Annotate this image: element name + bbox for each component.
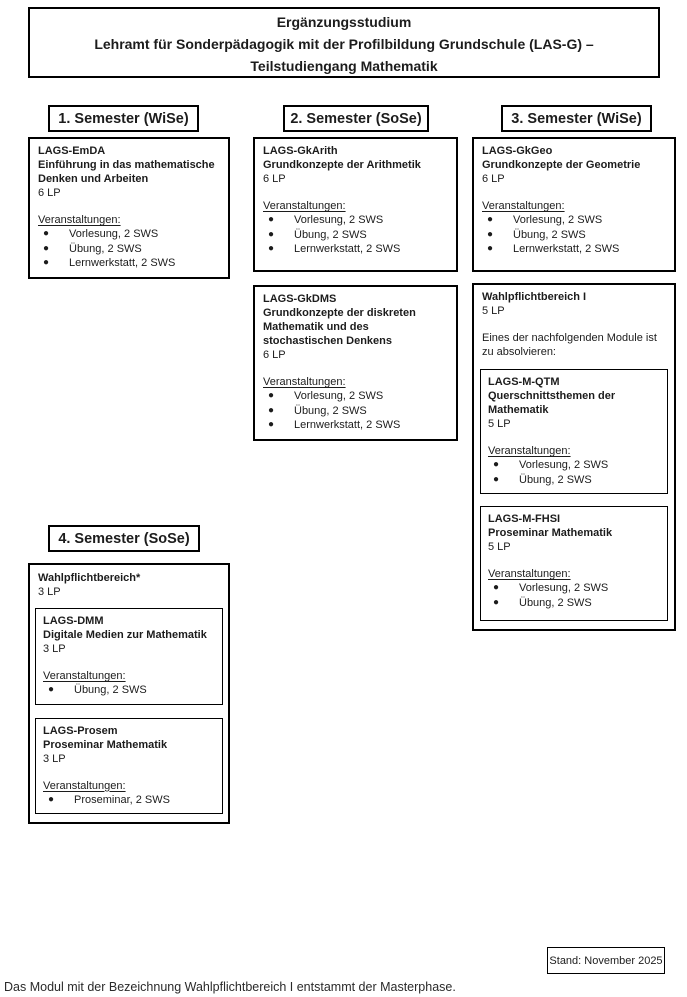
events-heading: Veranstaltungen: (43, 779, 126, 792)
bullet-icon: ● (43, 257, 50, 268)
event-item (263, 242, 448, 257)
wahlpflicht-title: Wahlpflichtbereich I (482, 291, 587, 303)
event-item-label: Übung, 2 SWS (519, 473, 592, 486)
event-item-label: Übung, 2 SWS (294, 404, 367, 417)
module-code: LAGS-EmDA (38, 145, 106, 157)
event-item (263, 213, 448, 228)
events-heading: Veranstaltungen: (482, 200, 565, 212)
event-item (482, 213, 666, 228)
module-title: Proseminar Mathematik (488, 527, 613, 539)
spacer (480, 359, 668, 369)
module-code: LAGS-M-FHSI (488, 513, 561, 525)
module-lp: 3 LP (43, 643, 66, 655)
semester-3-header (501, 105, 652, 132)
module-code: LAGS-Prosem (43, 724, 118, 737)
event-item (263, 404, 448, 419)
bullet-icon: ● (487, 214, 494, 225)
wahlpflichtbereich-4-box (28, 563, 230, 824)
semester-1-label: 1. Semester (WiSe) (58, 110, 189, 127)
module-lags-m-fhsi (480, 506, 668, 621)
module-title: Proseminar Mathematik (43, 738, 168, 751)
event-item-label: Übung, 2 SWS (294, 228, 367, 241)
title-line-2: Lehramt für Sonderpädagogik mit der Profilbildung Grundschule (LAS-G) – (94, 36, 594, 52)
module-lp: 6 LP (482, 173, 505, 185)
event-item (263, 418, 448, 433)
bullet-icon: ● (268, 419, 275, 430)
events-list (43, 793, 215, 808)
module-code: LAGS-GkArith (263, 145, 338, 157)
bullet-icon: ● (268, 214, 275, 225)
module-lp: 6 LP (263, 349, 286, 361)
event-item-label: Vorlesung, 2 SWS (513, 214, 603, 226)
event-item (488, 458, 660, 473)
title-box (28, 7, 660, 78)
semester-2-label: 2. Semester (SoSe) (290, 110, 422, 127)
event-item (488, 596, 660, 611)
event-item-label: Lernwerkstatt, 2 SWS (294, 243, 401, 255)
events-list (482, 213, 666, 257)
bullet-icon: ● (493, 473, 500, 485)
event-item-label: Vorlesung, 2 SWS (69, 228, 159, 240)
module-lags-prosem (35, 718, 223, 815)
events-heading: Veranstaltungen: (263, 376, 346, 388)
event-item-label: Lernwerkstatt, 2 SWS (513, 243, 620, 255)
event-item (488, 473, 660, 488)
event-item-label: Vorlesung, 2 SWS (519, 582, 609, 594)
event-item-label: Vorlesung, 2 SWS (294, 390, 384, 402)
event-item (482, 242, 666, 257)
module-lags-gkdms (253, 285, 458, 441)
module-lp: 6 LP (38, 187, 61, 199)
events-list (263, 213, 448, 257)
spacer (43, 656, 215, 669)
module-lags-m-qtm (480, 369, 668, 494)
module-lp: 6 LP (263, 173, 286, 185)
wahlpflichtbereich-1-box (472, 283, 676, 631)
module-code: LAGS-M-QTM (488, 376, 560, 388)
module-lags-gkarith (253, 137, 458, 272)
semester-3-label: 3. Semester (WiSe) (511, 110, 642, 127)
module-code: LAGS-GkDMS (263, 293, 337, 305)
event-item (482, 228, 666, 243)
events-heading: Veranstaltungen: (488, 445, 571, 457)
event-item (263, 228, 448, 243)
bullet-icon: ● (48, 793, 55, 805)
module-title: Grundkonzepte der diskreten Mathematik und des stochastischen Denkens (263, 307, 416, 347)
spacer (488, 431, 660, 444)
bullet-icon: ● (268, 243, 275, 254)
event-item-label: Vorlesung, 2 SWS (519, 459, 609, 471)
events-list (38, 227, 220, 271)
spacer (263, 186, 448, 199)
spacer (35, 599, 223, 608)
module-code: LAGS-GkGeo (482, 145, 553, 157)
wahlpflicht-lp: 5 LP (482, 305, 505, 317)
events-list (488, 581, 660, 610)
stand-box (547, 947, 665, 974)
event-item (263, 389, 448, 404)
spacer (263, 362, 448, 375)
footnote: Das Modul mit der Bezeichnung Wahlpflichtbereich I entstammt der Masterphase. (4, 980, 456, 994)
events-heading: Veranstaltungen: (43, 670, 126, 682)
title-line-1: Ergänzungsstudium (276, 14, 412, 30)
module-title: Digitale Medien zur Mathematik (43, 629, 207, 641)
event-item (38, 242, 220, 257)
events-list (263, 389, 448, 433)
semester-4-label: 4. Semester (SoSe) (58, 530, 190, 547)
stand-label: Stand: November 2025 (549, 954, 663, 967)
module-title: Grundkonzepte der Arithmetik (263, 159, 421, 171)
event-item-label: Proseminar, 2 SWS (74, 793, 170, 806)
module-lags-emda (28, 137, 230, 279)
event-item (38, 256, 220, 271)
bullet-icon: ● (268, 404, 275, 416)
bullet-icon: ● (43, 242, 50, 254)
module-lp: 5 LP (488, 418, 511, 430)
bullet-icon: ● (487, 228, 494, 240)
module-title: Grundkonzepte der Geometrie (482, 159, 641, 171)
event-item-label: Lernwerkstatt, 2 SWS (69, 257, 176, 269)
bullet-icon: ● (268, 228, 275, 240)
event-item (43, 683, 215, 698)
module-lp: 3 LP (43, 752, 66, 765)
event-item-label: Übung, 2 SWS (519, 596, 592, 609)
wahlpflicht-title: Wahlpflichtbereich* (38, 572, 141, 584)
event-item-label: Übung, 2 SWS (69, 242, 142, 255)
wahlpflicht-lp: 3 LP (38, 586, 61, 598)
spacer (43, 766, 215, 779)
module-code: LAGS-DMM (43, 615, 104, 627)
bullet-icon: ● (43, 228, 50, 239)
events-list (488, 458, 660, 487)
event-item-label: Übung, 2 SWS (74, 684, 147, 696)
bullet-icon: ● (487, 243, 494, 254)
event-item-label: Vorlesung, 2 SWS (294, 214, 384, 226)
module-title: Querschnittsthemen der Mathematik (488, 390, 616, 416)
bullet-icon: ● (48, 684, 55, 695)
events-heading: Veranstaltungen: (38, 214, 121, 226)
event-item-label: Übung, 2 SWS (513, 228, 586, 241)
event-item (488, 581, 660, 596)
spacer (38, 200, 220, 213)
bullet-icon: ● (493, 459, 500, 470)
bullet-icon: ● (493, 582, 500, 593)
spacer (482, 186, 666, 199)
events-heading: Veranstaltungen: (263, 200, 346, 212)
module-lags-dmm (35, 608, 223, 705)
events-list (43, 683, 215, 698)
spacer (480, 318, 668, 331)
module-lp: 5 LP (488, 541, 511, 553)
title-line-3: Teilstudiengang Mathematik (250, 58, 438, 74)
event-item-label: Lernwerkstatt, 2 SWS (294, 419, 401, 431)
events-heading: Veranstaltungen: (488, 568, 571, 580)
semester-1-header (48, 105, 199, 132)
module-title: Einführung in das mathematische Denken und Arbeiten (38, 159, 215, 185)
wahlpflicht-note: Eines der nachfolgenden Module ist zu absolvieren: (482, 332, 657, 358)
bullet-icon: ● (493, 596, 500, 608)
semester-2-header (283, 105, 429, 132)
event-item (38, 227, 220, 242)
event-item (43, 793, 215, 808)
bullet-icon: ● (268, 390, 275, 401)
semester-4-header (48, 525, 200, 552)
module-lags-gkgeo (472, 137, 676, 272)
spacer (488, 554, 660, 567)
